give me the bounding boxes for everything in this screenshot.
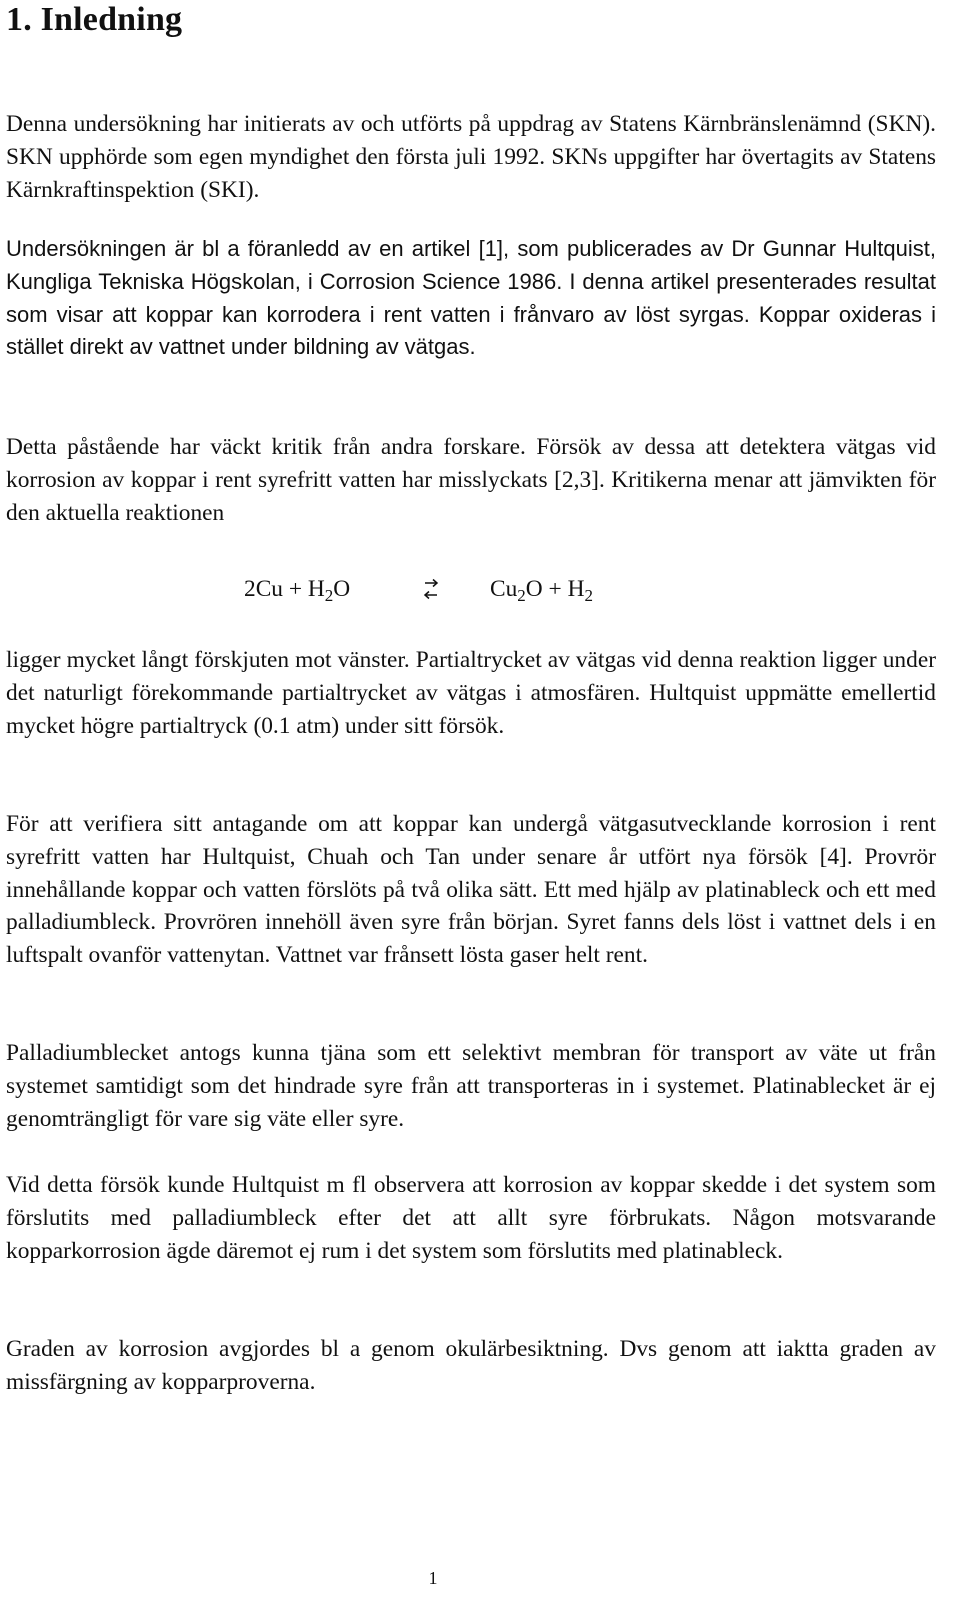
- paragraph-3: Detta påstående har väckt kritik från andra forskare. Försök av dessa att detektera vätgas vid korrosion av koppar i rent syrefritt vatten har misslyckats [2,3]. Kritikerna menar att jämvikten för den aktuella reaktionen: [6, 434, 936, 526]
- paragraph-6: Palladiumblecket antogs kunna tjäna som ett selektivt membran för transport av väte ut från systemet samtidigt som det hindrade syre från att transporteras in i systemet. Platinablecket är ej genomträngligt för vare sig väte eller syre.: [6, 1040, 936, 1132]
- equation-right-side: [490, 576, 593, 603]
- equation-left-side: [244, 576, 350, 603]
- equation-left-text: 2Cu + H: [244, 576, 325, 602]
- equation-right-subscript-2: 2: [584, 586, 593, 605]
- document-page: [6, 0, 946, 1610]
- paragraph-2: Undersökningen är bl a föranledd av en artikel [1], som publicerades av Dr Gunnar Hultquist, Kungliga Tekniska Högskolan, i Corrosion Science 1986. I denna artikel presenterades resultat som visar att koppar kan korrodera i rent vatten i frånvaro av löst syrgas. Koppar oxideras i stället direkt av vattnet under bildning av vätgas.: [6, 236, 936, 360]
- paragraph-1: Denna undersökning har initierats av och utförts på uppdrag av Statens Kärnbränslenämnd (SKN). SKN upphörde som egen myndighet den första juli 1992. SKNs uppgifter har övertagits av Statens Kärnkraftinspektion (SKI).: [6, 111, 936, 203]
- paragraph-4: ligger mycket långt förskjuten mot vänster. Partialtrycket av vätgas vid denna reaktion ligger under det naturligt förekommande partialtrycket av vätgas i atmosfären. Hultquist uppmätte emellertid mycket högre partialtryck (0.1 atm) under sitt försök.: [6, 647, 936, 739]
- equation-right-text-mid: O + H: [525, 576, 585, 602]
- reaction-equation: [6, 572, 946, 612]
- paragraph-8: Graden av korrosion avgjordes bl a genom okulärbesiktning. Dvs genom att iaktta graden av missfärgning av kopparproverna.: [6, 1336, 936, 1395]
- equation-left-text-end: O: [333, 576, 351, 602]
- equation-right-subscript-1: 2: [517, 586, 526, 605]
- equation-right-text: Cu: [490, 576, 518, 602]
- paragraph-5: För att verifiera sitt antagande om att koppar kan undergå vätgasutvecklande korrosion i rent syrefritt vatten har Hultquist, Chuah och Tan under senare år utfört nya försök [4]. Provrör innehållande koppar och vatten förslöts på två olika sätt. Ett med hjälp av platinableck och ett med palladiumbleck. Provrören innehöll även syre från början. Syret fanns dels löst i vattnet dels i en luftspalt ovanför vattenytan. Vattnet var frånsett lösta gaser helt rent.: [6, 811, 936, 969]
- paragraph-7: Vid detta försök kunde Hultquist m fl observera att korrosion av koppar skedde i det system som förslutits med palladiumbleck efter det att allt syre förbrukats. Någon motsvarande kopparkorrosion ägde däremot ej rum i det system som förslutits med platinableck.: [6, 1172, 936, 1264]
- section-heading: 1. Inledning: [6, 1, 183, 38]
- page-number: 1: [428, 1568, 438, 1588]
- equilibrium-arrows-icon: [420, 574, 442, 604]
- equation-left-subscript: 2: [324, 586, 334, 605]
